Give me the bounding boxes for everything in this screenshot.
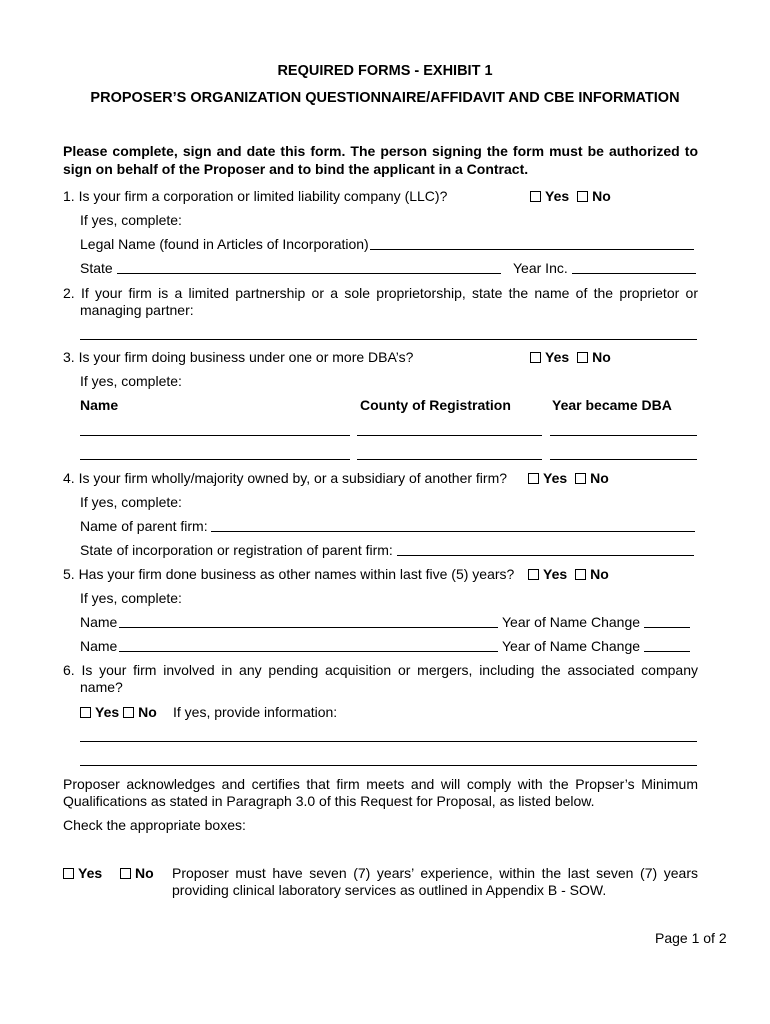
no-label: No [590,470,609,486]
check-boxes-instruction: Check the appropriate boxes: [63,817,246,833]
q6-line-1: 6. Is your firm involved in any pending acquisition or mergers, including the associated company [63,662,698,678]
q4-parent-state-field[interactable] [397,555,694,556]
certification-line-2: Qualifications as stated in Paragraph 3.0 of this Request for Proposal, as listed below. [63,793,595,809]
qualification-yes [63,865,102,881]
yes-label: Yes [545,188,570,204]
q1-state-field[interactable] [117,273,501,274]
q3-col-county: County of Registration [360,397,511,413]
q6-provide-label: If yes, provide information: [173,704,338,720]
q1-yes-checkbox[interactable] [530,191,541,202]
q3-col-name: Name [80,397,119,413]
q5-question: 5. Has your firm done business as other names within last five (5) years? [63,566,515,582]
qualification-line-1: Proposer must have seven (7) years’ experience, within the last seven (7) years [172,865,698,881]
form-title: REQUIRED FORMS - EXHIBIT 1 [277,63,493,79]
q3-county-field-2[interactable] [357,459,542,460]
q4-yes-no [528,470,609,486]
qualification-yes-checkbox[interactable] [63,868,74,879]
page-number: Page 1 of 2 [655,930,727,946]
q6-info-field-1[interactable] [80,741,697,742]
q5-yes-checkbox[interactable] [528,569,539,580]
yes-label: Yes [545,349,570,365]
q3-question: 3. Is your firm doing business under one or more DBA’s? [63,349,414,365]
certification-line-1: Proposer acknowledges and certifies that firm meets and will comply with the Propser’s Minimum [63,776,698,792]
q4-parent-name-label: Name of parent firm: [80,518,208,534]
q6-yes-checkbox[interactable] [80,707,91,718]
q1-year-inc-label: Year Inc. [513,260,568,276]
q5-year-change-field-1[interactable] [644,627,690,628]
q3-yes-checkbox[interactable] [530,352,541,363]
no-label: No [592,188,611,204]
no-label: No [138,704,157,720]
q5-year-change-field-2[interactable] [644,651,690,652]
q1-if-yes: If yes, complete: [80,212,182,228]
q5-if-yes: If yes, complete: [80,590,182,606]
q2-line-1: 2. If your firm is a limited partnership or a sole proprietorship, state the name of the proprietor or [63,285,698,301]
q5-name-field-2[interactable] [119,651,498,652]
q5-name-label-2: Name [80,638,118,654]
no-label: No [590,566,609,582]
q4-if-yes: If yes, complete: [80,494,182,510]
q1-yes-no [530,188,611,204]
q3-county-field-1[interactable] [357,435,542,436]
q1-legal-name-label: Legal Name (found in Articles of Incorporation) [80,236,369,252]
qualification-no [120,865,154,881]
q6-no-checkbox[interactable] [123,707,134,718]
q3-name-field-2[interactable] [80,459,350,460]
yes-label: Yes [543,470,568,486]
q6-info-field-2[interactable] [80,765,697,766]
yes-label: Yes [95,704,120,720]
q5-name-label-1: Name [80,614,118,630]
instructions-line-2: sign on behalf of the Proposer and to bind the applicant in a Contract. [63,161,529,177]
q2-answer-field[interactable] [80,339,697,340]
q4-parent-name-field[interactable] [211,531,695,532]
instructions-line-1: Please complete, sign and date this form. The person signing the form must be authorized to [63,143,698,159]
q6-line-2: name? [80,679,123,695]
q5-year-change-label-2: Year of Name Change [502,638,641,654]
no-label: No [135,865,154,881]
no-label: No [592,349,611,365]
q5-year-change-label-1: Year of Name Change [502,614,641,630]
qualification-line-2: providing clinical laboratory services as outlined in Appendix B - SOW. [172,882,607,898]
q5-no-checkbox[interactable] [575,569,586,580]
yes-label: Yes [543,566,568,582]
q4-yes-checkbox[interactable] [528,473,539,484]
q3-year-field-2[interactable] [550,459,697,460]
q3-col-year: Year became DBA [552,397,672,413]
q1-question: 1. Is your firm a corporation or limited liability company (LLC)? [63,188,448,204]
yes-label: Yes [78,865,103,881]
q5-name-field-1[interactable] [119,627,498,628]
q1-no-checkbox[interactable] [577,191,588,202]
q2-line-2: managing partner: [80,302,194,318]
q1-state-label: State [80,260,113,276]
q5-yes-no [528,566,609,582]
form-subtitle: PROPOSER’S ORGANIZATION QUESTIONNAIRE/AFFIDAVIT AND CBE INFORMATION [90,90,680,106]
q3-year-field-1[interactable] [550,435,697,436]
q4-no-checkbox[interactable] [575,473,586,484]
q3-name-field-1[interactable] [80,435,350,436]
q3-no-checkbox[interactable] [577,352,588,363]
q1-legal-name-field[interactable] [370,249,694,250]
q1-year-inc-field[interactable] [572,273,696,274]
q4-question: 4. Is your firm wholly/majority owned by, or a subsidiary of another firm? [63,470,508,486]
q3-yes-no [530,349,611,365]
q4-parent-state-label: State of incorporation or registration of parent firm: [80,542,393,558]
q3-if-yes: If yes, complete: [80,373,182,389]
qualification-no-checkbox[interactable] [120,868,131,879]
q6-yes-no [80,704,157,720]
